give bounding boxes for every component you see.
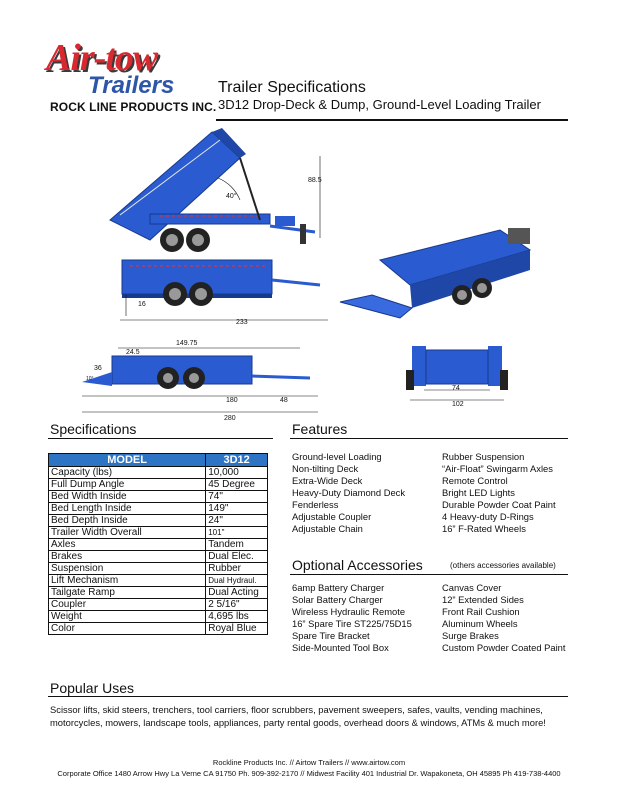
list-item: Rubber Suspension — [442, 451, 525, 462]
spec-value: Rubber — [206, 563, 268, 575]
spec-label: Axles — [49, 539, 206, 551]
dim-ramp-length: 36 — [94, 365, 102, 372]
table-row — [49, 599, 268, 611]
spec-value: 74" — [206, 491, 268, 503]
spec-value: 101" — [206, 527, 268, 539]
footer-line-1: Rockline Products Inc. // Airtow Trailers // www.airtow.com — [212, 758, 406, 767]
list-item: Non-tilting Deck — [292, 463, 359, 474]
spec-table — [48, 453, 268, 635]
table-row — [49, 611, 268, 623]
list-item: Fenderless — [292, 499, 339, 510]
spec-label: Trailer Width Overall — [49, 527, 206, 539]
dim-ground-clear: 16 — [138, 301, 146, 308]
features-heading: Features — [292, 421, 348, 437]
spec-value: 4,695 lbs — [206, 611, 268, 623]
specifications-rule — [48, 438, 273, 439]
list-item: Remote Control — [442, 475, 508, 486]
optional-list-right — [442, 582, 566, 654]
table-row — [49, 575, 268, 587]
dim-tongue-length: 48 — [280, 397, 288, 404]
logo-brand-top: Air-tow — [46, 37, 158, 79]
dim-bed-depth: 24.5 — [126, 349, 140, 356]
page-subtitle: 3D12 Drop-Deck & Dump, Ground-Level Loading Trailer — [218, 97, 541, 112]
dump-side-view — [110, 128, 322, 252]
list-item: 16” F-Rated Wheels — [442, 523, 526, 534]
specifications-heading: Specifications — [50, 421, 137, 437]
table-row — [49, 587, 268, 599]
table-row — [49, 539, 268, 551]
dim-total-length: 280 — [224, 415, 236, 420]
list-item: Adjustable Coupler — [292, 511, 372, 522]
dim-overall-length: 233 — [236, 319, 248, 326]
list-item: 16” Spare Tire ST225/75D15 — [292, 618, 412, 629]
table-row — [49, 563, 268, 575]
company-name: ROCK LINE PRODUCTS INC. — [50, 100, 217, 114]
popular-rule — [48, 696, 568, 697]
optional-heading: Optional Accessories — [292, 557, 423, 573]
list-item: Side-Mounted Tool Box — [292, 642, 389, 653]
spec-label: Capacity (lbs) — [49, 467, 206, 479]
spec-value: 2 5/16" — [206, 599, 268, 611]
dim-dump-height: 88.5 — [308, 177, 322, 184]
spec-label: Coupler — [49, 599, 206, 611]
table-row — [49, 503, 268, 515]
dim-inside-width: 74 — [452, 385, 460, 392]
trailer-diagrams — [0, 120, 618, 420]
list-item: Adjustable Chain — [292, 523, 363, 534]
logo-brand-bottom: Trailers — [88, 72, 175, 99]
list-item: Ground-level Loading — [292, 451, 382, 462]
list-item: 6amp Battery Charger — [292, 582, 385, 593]
features-list-right — [442, 451, 556, 535]
list-item: 12” Extended Sides — [442, 594, 524, 605]
spec-label: Lift Mechanism — [49, 575, 206, 587]
dimensions-side-view — [82, 340, 318, 420]
spec-value: Dual Elec. — [206, 551, 268, 563]
list-item: Canvas Cover — [442, 582, 502, 593]
spec-value: Dual Acting — [206, 587, 268, 599]
list-item: Heavy-Duty Diamond Deck — [292, 487, 406, 498]
spec-value: 24" — [206, 515, 268, 527]
model-header: MODEL — [49, 454, 206, 467]
spec-label: Weight — [49, 611, 206, 623]
list-item: Bright LED Lights — [442, 487, 515, 498]
spec-label: Bed Width Inside — [49, 491, 206, 503]
table-row — [49, 527, 268, 539]
rear-view — [406, 346, 508, 408]
list-item: Solar Battery Charger — [292, 594, 383, 605]
list-item: Aluminum Wheels — [442, 618, 518, 629]
dim-overall-width: 102 — [452, 401, 464, 408]
dim-dump-angle: 40° — [226, 193, 237, 200]
spec-label: Bed Depth Inside — [49, 515, 206, 527]
table-header-row — [49, 454, 268, 467]
table-row — [49, 491, 268, 503]
list-item: Extra-Wide Deck — [292, 475, 363, 486]
table-row — [49, 623, 268, 635]
list-item: Surge Brakes — [442, 630, 499, 641]
list-item: Wireless Hydraulic Remote — [292, 606, 406, 617]
list-item: Durable Powder Coat Paint — [442, 499, 556, 510]
optional-list-left — [292, 582, 412, 654]
spec-label: Color — [49, 623, 206, 635]
optional-note: (others accessories available) — [450, 561, 556, 570]
spec-value: 45 Degree — [206, 479, 268, 491]
list-item: Front Rail Cushion — [442, 606, 520, 617]
features-list-left — [292, 451, 405, 535]
list-item: 4 Heavy-duty D-Rings — [442, 511, 534, 522]
spec-label: Bed Length Inside — [49, 503, 206, 515]
spec-value: Royal Blue — [206, 623, 268, 635]
spec-label: Brakes — [49, 551, 206, 563]
popular-heading: Popular Uses — [50, 680, 135, 696]
spec-value: 149" — [206, 503, 268, 515]
optional-rule — [290, 574, 568, 575]
popular-text: Scissor lifts, skid steers, trenchers, tool carriers, floor scrubbers, pavement sweepers, safes, vaults, vending machines, motorcycles, mowers, landscape tools, appliances, party rental goods, overhead doors & windows, ATMs & much more! — [50, 704, 546, 728]
list-item: Spare Tire Bracket — [292, 630, 370, 641]
spec-label: Full Dump Angle — [49, 479, 206, 491]
page-title: Trailer Specifications — [218, 79, 366, 96]
table-row — [49, 479, 268, 491]
spec-value: Tandem — [206, 539, 268, 551]
list-item: “Air-Float” Swingarm Axles — [442, 463, 553, 474]
table-row — [49, 551, 268, 563]
footer-line-2: Corporate Office 1480 Arrow Hwy La Verne CA 91750 Ph. 909-392-2170 // Midwest Facility 401 Industrial Dr. Wapakoneta, OH 45895 Ph 419-738-4400 — [57, 769, 561, 778]
spec-value: Dual Hydraul. — [206, 575, 268, 587]
perspective-view — [340, 228, 530, 318]
table-row — [49, 515, 268, 527]
spec-value: 10,000 — [206, 467, 268, 479]
features-rule — [290, 438, 568, 439]
spec-label: Tailgate Ramp — [49, 587, 206, 599]
model-value: 3D12 — [206, 454, 268, 467]
dim-axle-span: 180 — [226, 397, 238, 404]
level-side-view — [120, 260, 328, 326]
list-item: Custom Powder Coated Paint — [442, 642, 566, 653]
table-row — [49, 467, 268, 479]
dim-bed-length: 149.75 — [176, 340, 198, 347]
spec-label: Suspension — [49, 563, 206, 575]
dim-ramp-angle: 10° — [86, 376, 94, 382]
